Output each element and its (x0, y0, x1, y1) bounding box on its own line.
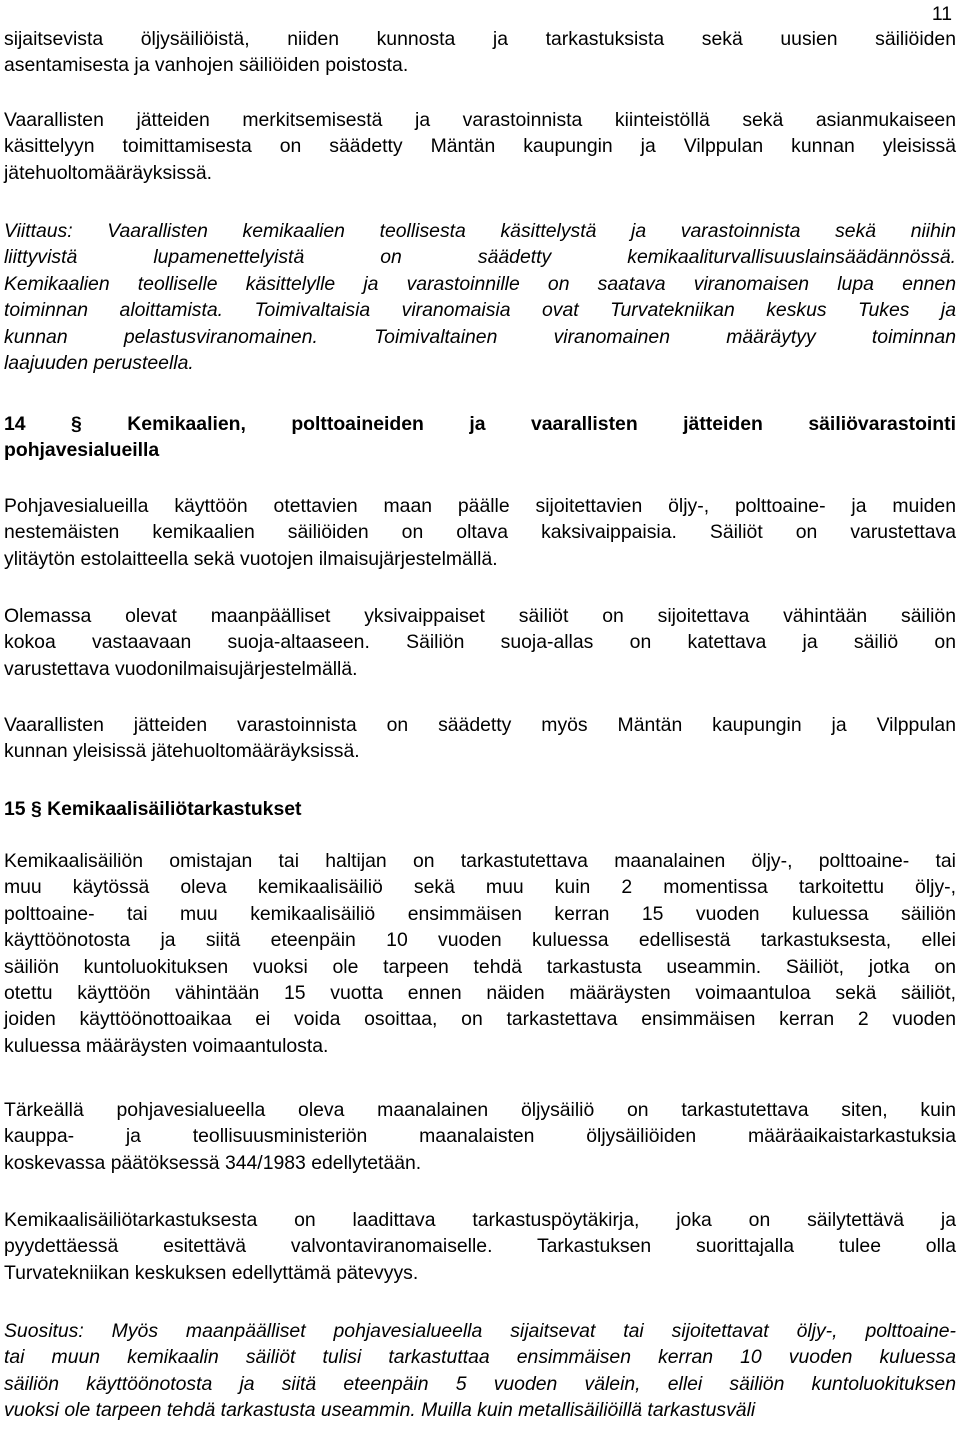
text-line: tai muun kemikaalin säiliöt tulisi tarkastuttaa ensimmäisen kerran 10 vuoden kuluessa (4, 1346, 956, 1369)
text-line: Pohjavesialueilla käyttöön otettavien maan päälle sijoitettavien öljy-, polttoaine- ja muiden (4, 495, 956, 517)
text-line: kunnan pelastusviranomainen. Toimivaltainen viranomainen määräytyy toiminnan (4, 325, 956, 348)
text-line: kauppa- ja teollisuusministeriön maanalaisten öljysäiliöiden määräaikaistarkastuksia (4, 1125, 956, 1148)
text-line: liittyvistä lupamenettelyistä on säädetty kemikaaliturvallisuuslainsäädännössä. (4, 246, 956, 269)
text-line: käsittelyyn toimittamisesta on säädetty Mäntän kaupungin ja Vilppulan kunnan yleisissä (4, 135, 956, 158)
text-line: Kemikaalien teolliselle käsittelylle ja varastoinnille on saatava viranomaisen lupa ennen (4, 272, 956, 295)
text-line: säiliön kuntoluokituksen vuoksi ole tarpeen tehdä tarkastusta useammin. Säiliöt, jotka on (4, 955, 956, 978)
text-line: kunnan yleisissä jätehuoltomääräyksissä. (4, 740, 360, 763)
paragraph (4, 848, 956, 1059)
text-line: Kemikaalisäiliön omistajan tai haltijan on tarkastutettava maanalainen öljy-, polttoaine- tai (4, 850, 956, 872)
paragraph (4, 1097, 956, 1176)
text-line: laajuuden perusteella. (4, 352, 194, 375)
text-line: Tärkeällä pohjavesialueella oleva maanalainen öljysäiliö on tarkastutettava siten, kuin (4, 1099, 956, 1121)
text-line: Turvatekniikan keskuksen edellyttämä pätevyys. (4, 1261, 419, 1284)
section-heading (4, 411, 956, 464)
text-line: 14 § Kemikaalien, polttoaineiden ja vaarallisten jätteiden säiliövarastointi (4, 413, 956, 435)
text-line: kuluessa määräysten voimaantulosta. (4, 1034, 329, 1057)
text-line: pohjavesialueilla (4, 439, 160, 462)
text-line: 15 § Kemikaalisäiliötarkastukset (4, 798, 302, 820)
text-line: kokoa vastaavaan suoja-altaaseen. Säiliön suoja-allas on katettava ja säiliö on (4, 631, 956, 654)
text-line: otettu käyttöön vähintään 15 vuotta ennen näiden määräysten voimaantuloa sekä säiliöt, (4, 982, 956, 1005)
paragraph (4, 1207, 956, 1286)
text-line: sijaitsevista öljysäiliöistä, niiden kunnosta ja tarkastuksista sekä uusien säiliöiden (4, 28, 956, 50)
text-line: käyttöönotosta ja siitä eteenpäin 10 vuoden kuluessa edellisestä tarkastuksesta, ellei (4, 929, 956, 952)
paragraph (4, 493, 956, 572)
text-line: ylitäytön estolaitteella sekä vuotojen ilmaisujärjestelmällä. (4, 547, 498, 570)
text-line: muu käytössä oleva kemikaalisäiliö sekä muu kuin 2 momentissa tarkoitettu öljy-, (4, 876, 956, 899)
text-line: Vaarallisten jätteiden merkitsemisestä ja varastoinnista kiinteistöllä sekä asianmukaiseen (4, 109, 956, 131)
text-line: Kemikaalisäiliötarkastuksesta on laadittava tarkastuspöytäkirja, joka on säilytettävä ja (4, 1209, 956, 1231)
paragraph (4, 712, 956, 765)
text-line: joiden käyttöönottoaikaa ei voida osoittaa, on tarkastettava ensimmäisen kerran 2 vuoden (4, 1008, 956, 1031)
text-line: Suositus: Myös maanpäälliset pohjavesialueella sijaitsevat tai sijoitettavat öljy-, polttoaine- (4, 1320, 956, 1342)
text-line: polttoaine- tai muu kemikaalisäiliö ensimmäisen kerran 15 vuoden kuluessa säiliön (4, 902, 956, 925)
note-paragraph (4, 1318, 956, 1424)
text-line: asentamisesta ja vanhojen säiliöiden poistosta. (4, 54, 409, 77)
text-line: Vaarallisten jätteiden varastoinnista on säädetty myös Mäntän kaupungin ja Vilppulan (4, 714, 956, 736)
paragraph (4, 26, 956, 79)
text-line: vuoksi ole tarpeen tehdä tarkastusta useammin. Muilla kuin metallisäiliöillä tarkastusväli (4, 1399, 756, 1422)
text-line: varustettava vuodonilmaisujärjestelmällä. (4, 657, 358, 680)
page-number: 11 (931, 3, 952, 25)
note-paragraph (4, 218, 956, 376)
text-line: jätehuoltomääräyksissä. (4, 161, 213, 184)
paragraph (4, 603, 956, 682)
text-line: nestemäisten kemikaalien säiliöiden on oltava kaksivaippaisia. Säiliöt on varustettava (4, 521, 956, 544)
text-line: Olemassa olevat maanpäälliset yksivaippaiset säiliöt on sijoitettava vähintään säiliön (4, 605, 956, 627)
text-line: koskevassa päätöksessä 344/1983 edellytetään. (4, 1151, 422, 1174)
text-line: Viittaus: Vaarallisten kemikaalien teollisesta käsittelystä ja varastoinnista sekä niihin (4, 220, 956, 242)
section-heading (4, 796, 956, 822)
paragraph (4, 107, 956, 186)
text-line: pyydettäessä esitettävä valvontaviranomaiselle. Tarkastuksen suorittajalla tulee olla (4, 1235, 956, 1258)
text-line: säiliön käyttöönotosta ja siitä eteenpäin 5 vuoden välein, ellei säiliön kuntoluokituksen (4, 1372, 956, 1395)
text-line: toiminnan aloittamista. Toimivaltaisia viranomaisia ovat Turvatekniikan keskus Tukes ja (4, 299, 956, 322)
